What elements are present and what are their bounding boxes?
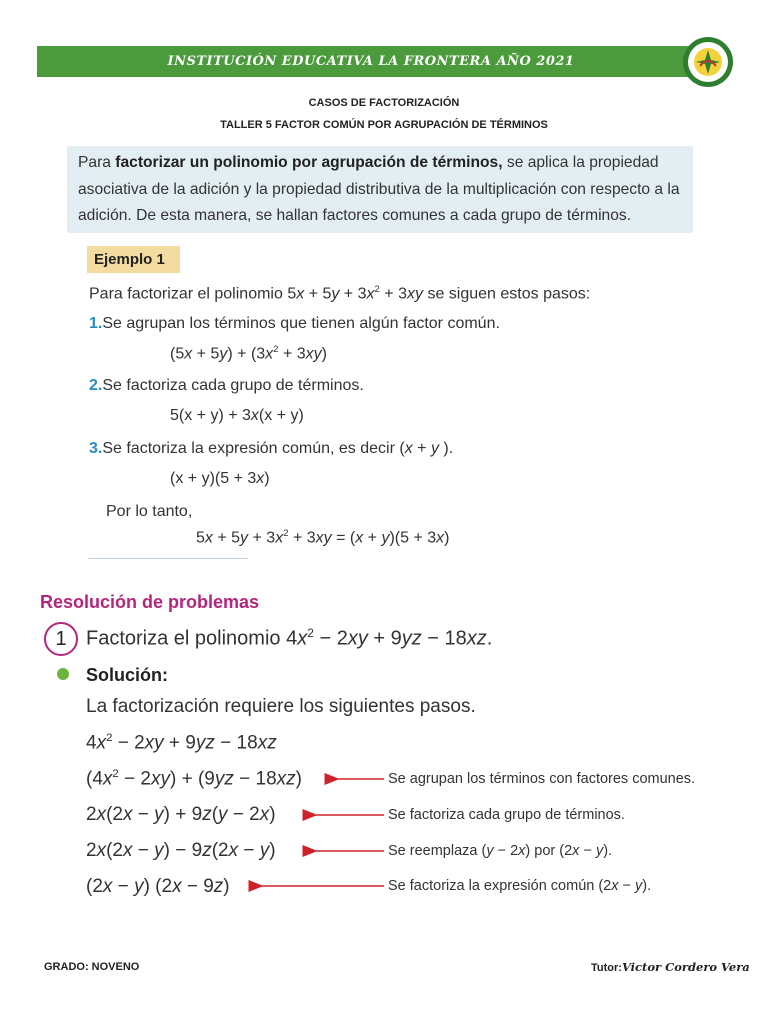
section-title: Resolución de problemas	[40, 592, 260, 612]
example-intro: Para factorizar el polinomio $5x + 5y + 3x^2 + 3xy$ se siguen estos pasos:	[89, 284, 591, 303]
institution-title: INSTITUCIÓN EDUCATIVA LA FRONTERA AÑO 2021	[167, 54, 575, 69]
document-subtitle: CASOS DE FACTORIZACIÓN	[308, 97, 460, 109]
step-1-expression: $(5x + 5y) + (3x^2 + 3xy)$	[170, 344, 327, 363]
example-result: $5x + 5y + 3x^2 + 3xy = (x + y)(5 + 3x)$	[196, 528, 450, 547]
solution-line-1: $(4x^2 - 2xy) + (9yz - 18xz)$	[86, 768, 302, 790]
solution-line-4: (2x − y) (2x − 9z)	[86, 876, 230, 897]
solution-line-0: $4x^2 - 2xy + 9yz - 18xz$	[86, 732, 277, 754]
note-2: Se factoriza cada grupo de términos.	[388, 807, 625, 823]
tutor-signature: Victor Cordero Vera	[621, 960, 750, 974]
step-2-expression: 5(x + y) + 3x(x + y)	[170, 407, 304, 424]
step-2: 2.Se factoriza cada grupo de términos.	[89, 377, 364, 394]
note-4: Se factoriza la expresión común (2x − y).	[388, 878, 652, 894]
tutor-label: Tutor:Victor Cordero Vera	[591, 960, 750, 974]
step-1: 1.Se agrupan los términos que tienen algún factor común.	[89, 315, 500, 332]
definition-text: Para factorizar un polinomio por agrupación de términos, se aplica la propiedad asociativa de la adición y la propiedad distributiva de la multiplicación con respecto a la adición. De esta manera, se hallan factores comunes a cada grupo de términos.	[78, 154, 680, 224]
workshop-title: TALLER 5 FACTOR COMÚN POR AGRUPACIÓN DE TÉRMINOS	[220, 119, 548, 131]
note-3: Se reemplaza (y − 2x) por (2x − y).	[388, 843, 613, 859]
solution-line-2: 2x(2x − y) + 9z(y − 2x)	[86, 804, 276, 825]
problem-statement: Factoriza el polinomio $4x^2 - 2xy + 9yz - 18xz$.	[86, 626, 493, 650]
step-3-expression: (x + y)(5 + 3x)	[170, 470, 270, 487]
solution-intro: La factorización requiere los siguientes pasos.	[86, 696, 476, 717]
example-label: Ejemplo 1	[87, 246, 180, 273]
solution-line-3: 2x(2x − y) − 9z(2x − y)	[86, 840, 276, 861]
note-1: Se agrupan los términos con factores comunes.	[388, 771, 696, 787]
problem-number: 1	[44, 622, 78, 656]
grade-label: GRADO: NOVENO	[44, 961, 140, 973]
therefore-text: Por lo tanto,	[106, 503, 193, 520]
solution-label: Solución:	[86, 665, 168, 685]
step-3: 3.Se factoriza la expresión común, es decir (x + y ).	[89, 440, 454, 457]
